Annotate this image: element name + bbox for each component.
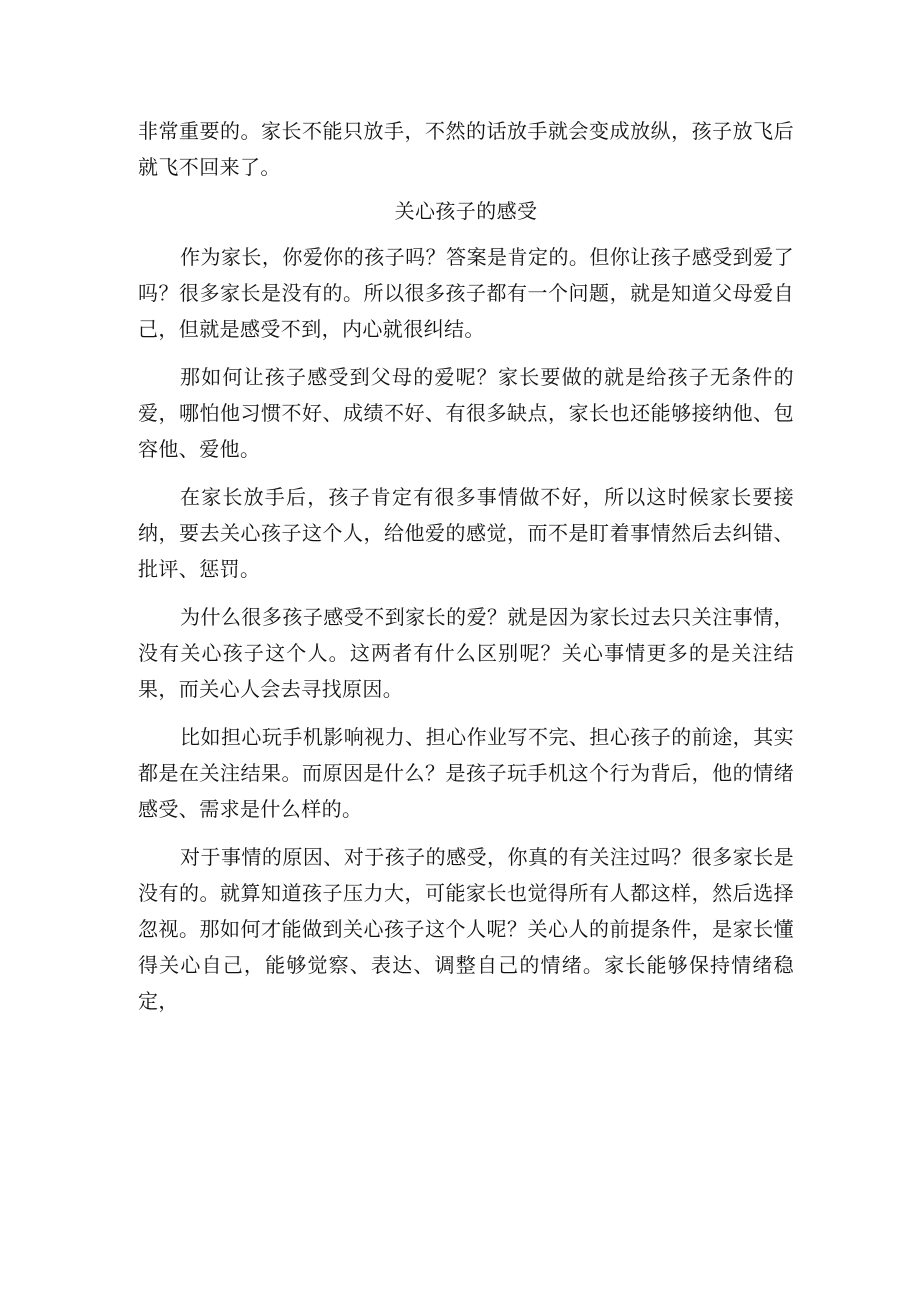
paragraph-4: 为什么很多孩子感受不到家长的爱？就是因为家长过去只关注事情，没有关心孩子这个人。这两者有什么区别呢？关心事情更多的是关注结果，而关心人会去寻找原因。: [138, 605, 794, 701]
lead-paragraph: 非常重要的。家长不能只放手，不然的话放手就会变成放纵，孩子放飞后就飞不回来了。: [138, 119, 794, 179]
paragraph-6: 对于事情的原因、对于孩子的感受，你真的有关注过吗？很多家长是没有的。就算知道孩子压力大，可能家长也觉得所有人都这样，然后选择忽视。那如何才能做到关心孩子这个人呢？关心人的前提条件，是家长懂得关心自己，能够觉察、表达、调整自己的情绪。家长能够保持情绪稳定，: [138, 845, 794, 1013]
paragraph-3: 在家长放手后，孩子肯定有很多事情做不好，所以这时候家长要接纳，要去关心孩子这个人，给他爱的感觉，而不是盯着事情然后去纠错、批评、惩罚。: [138, 485, 794, 581]
document-page: [138, 113, 794, 1031]
paragraph-1: 作为家长，你爱你的孩子吗？答案是肯定的。但你让孩子感受到爱了吗？很多家长是没有的。所以很多孩子都有一个问题，就是知道父母爱自己，但就是感受不到，内心就很纠结。: [138, 245, 794, 341]
paragraph-2: 那如何让孩子感受到父母的爱呢？家长要做的就是给孩子无条件的爱，哪怕他习惯不好、成绩不好、有很多缺点，家长也还能够接纳他、包容他、爱他。: [138, 365, 794, 461]
paragraph-5: 比如担心玩手机影响视力、担心作业写不完、担心孩子的前途，其实都是在关注结果。而原因是什么？是孩子玩手机这个行为背后，他的情绪感受、需求是什么样的。: [138, 725, 794, 821]
section-title: 关心孩子的感受: [394, 199, 538, 223]
